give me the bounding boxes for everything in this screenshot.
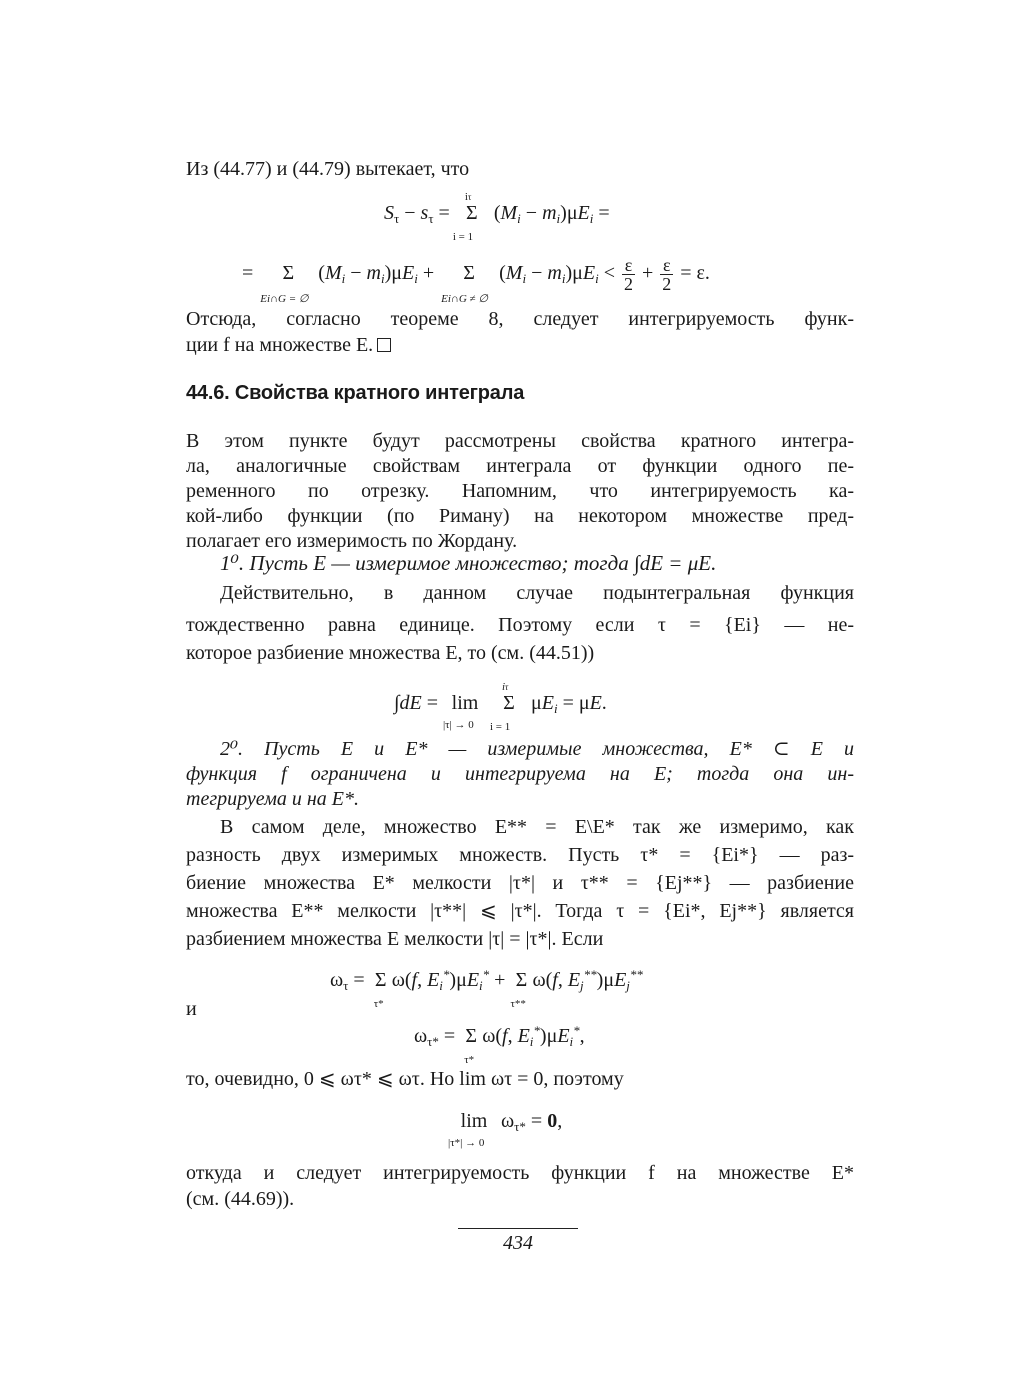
property-2-line-3: тегрируема и на E*. [186,788,360,810]
equation-1-bottom: = Σ Ei∩G = ∅ $(M_i - m_i)\mu E_i + \Sigma$ Ei∩G ≠ ∅ $(M_i - m_i)\mu E_i$ < $\frac{\varepsilon}{2}$ + $\frac{\varepsilon}{2}$ = ε. [242,256,710,293]
proof2-line-2: разность двух измеримых множеств. Пусть τ* = {Ei*} — раз- [186,844,854,866]
property-2-line-2: функция f ограничена и интегрируема на E; тогда она ин- [186,763,854,785]
final-line-2: (см. (44.69)). [186,1188,295,1210]
proof2-line-5: разбиением множества E мелкости |τ| = |τ*|. Если [186,928,604,950]
intro-line: Из (44.77) и (44.79) вытекает, что [186,158,470,180]
and-word: и [186,998,197,1020]
proof1-line-3: которое разбиение множества E, то (см. (44.51)) [186,642,595,664]
para1-line-5: полагает его измеримость по Жордану. [186,530,518,552]
section-heading: 44.6. Свойства кратного интеграла [186,382,525,404]
conclusion-line-2-text: ции f на множестве E. [186,334,374,356]
equation-1-top: $S_\tau - s_\tau$ = iτ Σ i = 1 $(M_i - m_i)\mu E_i$ = [384,191,610,243]
final-line-1: откуда и следует интегрируемость функции f на множестве E* [186,1162,854,1184]
para1-line-4: кой-либо функции (по Риману) на некотором множестве пред- [186,505,854,527]
proof1-line-2: тождественно равна единице. Поэтому если τ = {Ei} — не- [186,614,854,636]
property-1: 1⁰. Пусть E — измеримое множество; тогда ∫dE = μE. [220,551,717,575]
conclusion-line-1: Отсюда, согласно теореме 8, следует интегрируемость функ- [186,308,854,330]
para1-line-1: В этом пункте будут рассмотрены свойства кратного интегра- [186,430,854,452]
property-2-line-1: 2⁰. Пусть E и E* — измеримые множества, E* ⊂ E и [220,738,854,760]
para1-line-2: ла, аналогичные свойствам интеграла от функции одного пе- [186,455,854,477]
equation-2: ∫dE = lim |τ| → 0 iτ Σ i = 1 $\mu E_i = \mu E$. [394,681,607,733]
equation-5: lim |τ*| → 0 $\omega_{\tau*} = 0$, [448,1110,563,1149]
proof2-line-3: биение множества E* мелкости |τ*| и τ** = {Ej**} — разбиение [186,872,854,894]
proof2-line-4: множества E** мелкости |τ**| ⩽ |τ*|. Тогда τ = {Ei*, Ej**} является [186,900,854,922]
equation-4: $\omega_{\tau*} = \Sigma$ τ* ω(f, $E_i^*)\mu E_i^*$, [414,1023,585,1066]
equation-3: $\omega_\tau = \Sigma$ τ* ω(f, $E_i^*)\mu E_i^* + \Sigma$ τ** ω(f, $E_j^{**})\mu E_j^{**}$ [330,967,643,1010]
sum-condition-2: Ei∩G ≠ ∅ [441,293,488,306]
proof1-line-1: Действительно, в данном случае подынтегральная функция [220,582,854,604]
then-line: то, очевидно, 0 ⩽ ωτ* ⩽ ωτ. Но lim ωτ = 0, поэтому [186,1068,624,1090]
page-number: 434 [503,1232,533,1254]
proof2-line-1: В самом деле, множество E** = E\E* так же измеримо, как [220,816,854,838]
para1-line-3: ременного по отрезку. Напомним, что интегрируемость ка- [186,480,854,502]
qed-square-icon [377,338,391,352]
sum-condition-1: Ei∩G = ∅ [260,293,309,306]
footer-rule [458,1228,578,1229]
conclusion-line-2 [186,332,854,358]
